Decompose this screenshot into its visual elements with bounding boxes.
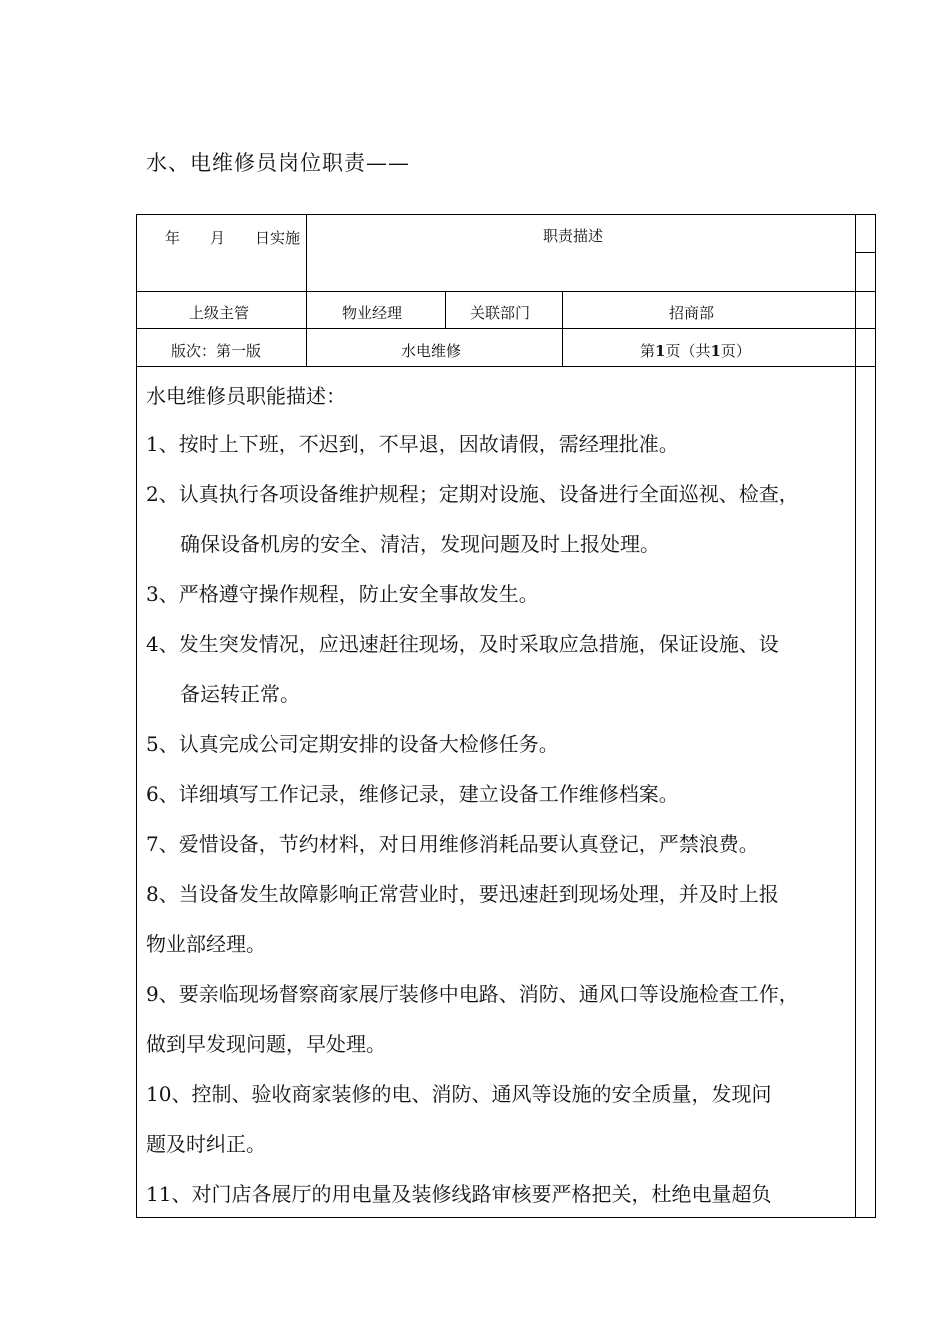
row-divider: [137, 366, 875, 367]
side-strip-divider: [855, 252, 875, 253]
document-title: 水、电维修员岗位职责——: [146, 151, 410, 175]
duty-content: [146, 373, 858, 1219]
row-divider: [137, 328, 875, 329]
superior-value: 物业经理: [342, 304, 403, 322]
duty-item: 11、对门店各展厅的用电量及装修线路审核要严格把关，杜绝电量超负: [146, 1182, 772, 1206]
column-divider: [445, 291, 446, 328]
duty-item: 3、严格遵守操作规程，防止安全事故发生。: [146, 582, 539, 606]
duty-item-continuation: 备运转正常。: [180, 682, 300, 706]
content-heading: 水电维修员职能描述：: [146, 384, 346, 408]
duty-item-continuation: 做到早发现问题，早处理。: [146, 1032, 386, 1056]
duty-item: 4、发生突发情况，应迅速赶往现场，及时采取应急措施，保证设施、设: [146, 632, 779, 656]
row-divider: [137, 291, 875, 292]
related-dept-value: 招商部: [669, 304, 715, 322]
version: 版次：第一版: [171, 342, 262, 360]
column-divider: [306, 215, 307, 366]
post-name: 水电维修: [401, 342, 462, 360]
duty-item: 6、详细填写工作记录，维修记录，建立设备工作维修档案。: [146, 782, 679, 806]
duty-item: 10、控制、验收商家装修的电、消防、通风等设施的安全质量，发现问: [146, 1082, 772, 1106]
related-dept-label: 关联部门: [470, 304, 531, 322]
implement-date: 年 月 日实施: [165, 229, 301, 247]
duty-description-heading: 职责描述: [543, 227, 604, 245]
page-info: 第1页（共1页）: [640, 342, 751, 360]
duty-item: 7、爱惜设备，节约材料，对日用维修消耗品要认真登记，严禁浪费。: [146, 832, 759, 856]
duty-item-continuation: 确保设备机房的安全、清洁，发现问题及时上报处理。: [180, 532, 660, 556]
job-duty-form: [136, 214, 876, 1218]
column-divider: [562, 291, 563, 366]
duty-item: 5、认真完成公司定期安排的设备大检修任务。: [146, 732, 559, 756]
duty-item-continuation: 物业部经理。: [146, 932, 266, 956]
duty-item: 8、当设备发生故障影响正常营业时，要迅速赶到现场处理，并及时上报: [146, 882, 779, 906]
duty-item: 9、要亲临现场督察商家展厅装修中电路、消防、通风口等设施检查工作，: [146, 982, 799, 1006]
duty-item: 1、按时上下班，不迟到，不早退，因故请假，需经理批准。: [146, 432, 679, 456]
superior-label: 上级主管: [189, 304, 250, 322]
duty-list: [146, 419, 858, 1219]
duty-item-continuation: 题及时纠正。: [146, 1132, 266, 1156]
duty-item: 2、认真执行各项设备维护规程；定期对设施、设备进行全面巡视、检查，: [146, 482, 799, 506]
